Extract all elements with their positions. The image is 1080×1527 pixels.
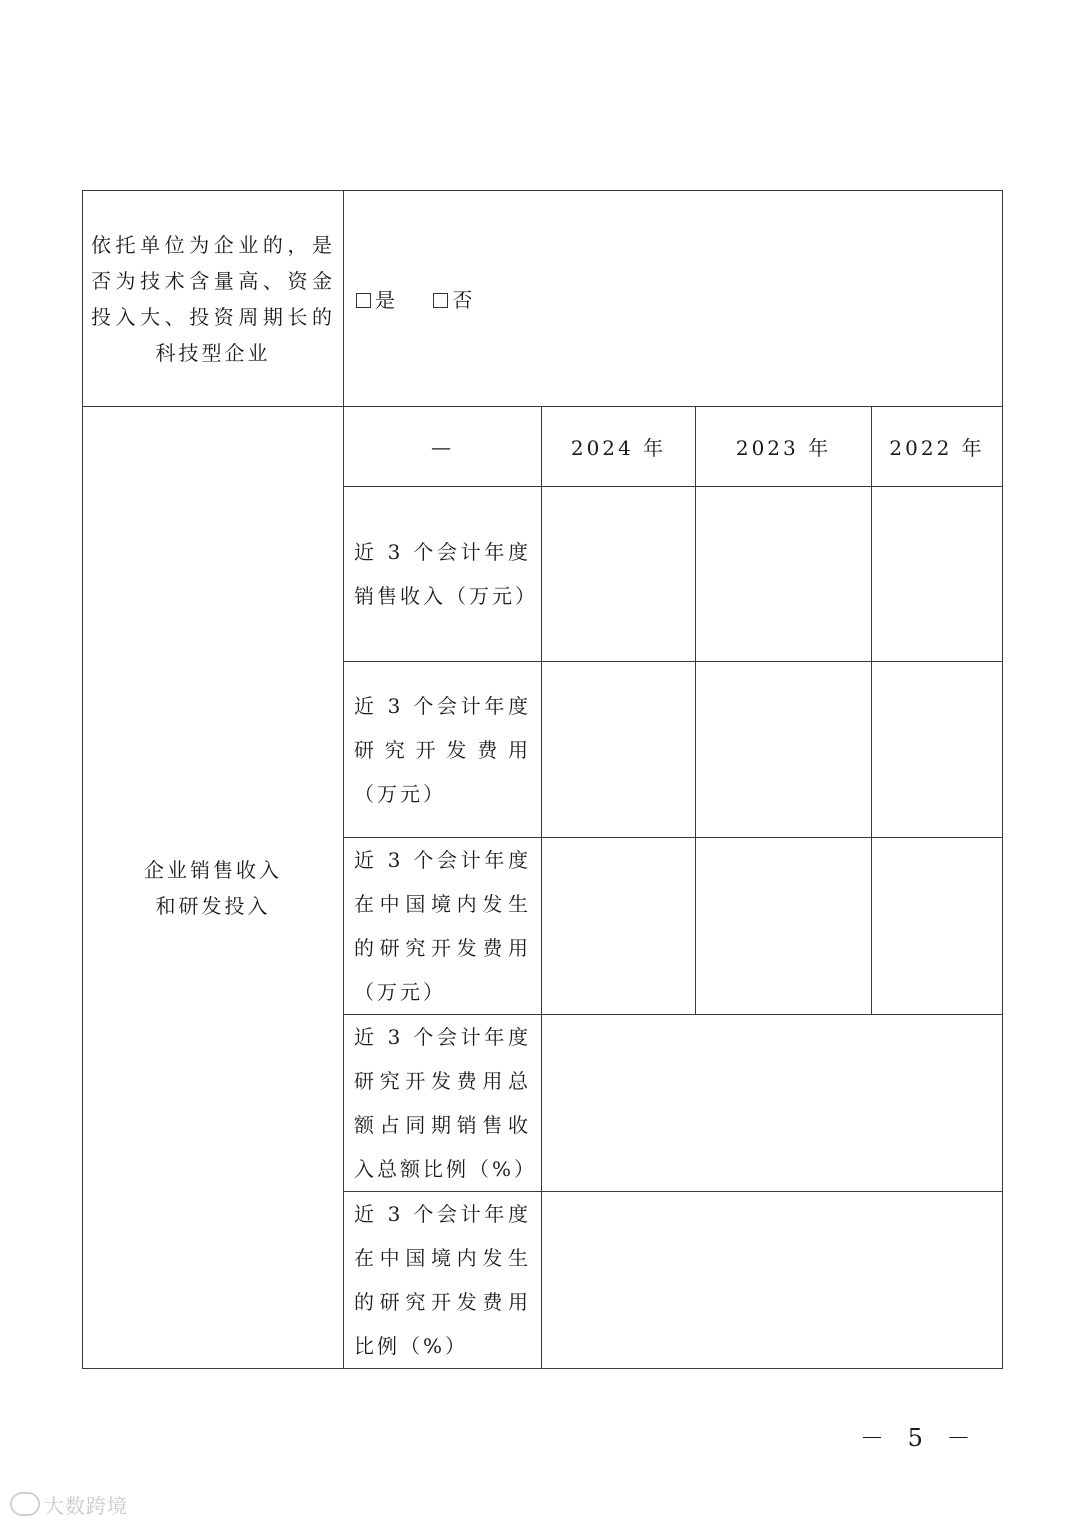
- row-label-rd-ratio: 近 3 个会计年度研究开发费用总额占同期销售收入总额比例（%）: [344, 1015, 542, 1192]
- input-cell-2023[interactable]: [696, 487, 872, 662]
- row-label-domestic-rd-ratio: 近 3 个会计年度在中国境内发生的研究开发费用比例（%）: [344, 1192, 542, 1369]
- watermark-logo-icon: [10, 1492, 40, 1516]
- application-form-table: [82, 190, 1003, 1369]
- header-year-2024: 2024 年: [542, 407, 696, 487]
- header-year-2022: 2022 年: [872, 407, 1003, 487]
- input-cell-domestic-rd-ratio[interactable]: [542, 1192, 1003, 1369]
- input-cell-2024[interactable]: [542, 487, 696, 662]
- tech-enterprise-row: [83, 191, 1003, 407]
- header-dash: —: [344, 407, 542, 487]
- input-cell-2024[interactable]: [542, 838, 696, 1015]
- option-yes[interactable]: 是: [356, 288, 398, 312]
- header-year-2023: 2023 年: [696, 407, 872, 487]
- input-cell-2024[interactable]: [542, 662, 696, 838]
- input-cell-2023[interactable]: [696, 838, 872, 1015]
- row-label-sales-revenue: 近 3 个会计年度销售收入（万元）: [344, 487, 542, 662]
- option-no[interactable]: 否: [433, 288, 475, 312]
- input-cell-2023[interactable]: [696, 662, 872, 838]
- sales-rd-section-label: 企业销售收入 和研发投入: [83, 407, 344, 1369]
- tech-enterprise-options: [344, 191, 1003, 407]
- checkbox-yes-icon[interactable]: [356, 293, 371, 308]
- row-label-rd-expense: 近 3 个会计年度研究开发费用（万元）: [344, 662, 542, 838]
- checkbox-no-icon[interactable]: [433, 293, 448, 308]
- input-cell-2022[interactable]: [872, 838, 1003, 1015]
- tech-enterprise-label: 依托单位为企业的，是否为技术含量高、资金投入大、投资周期长的科技型企业: [83, 191, 344, 407]
- page-number: － 5 －: [860, 1424, 979, 1452]
- year-header-row: [83, 407, 1003, 487]
- input-cell-2022[interactable]: [872, 662, 1003, 838]
- watermark: 大数跨境: [10, 1490, 128, 1519]
- row-label-domestic-rd-expense: 近 3 个会计年度在中国境内发生的研究开发费用（万元）: [344, 838, 542, 1015]
- input-cell-2022[interactable]: [872, 487, 1003, 662]
- input-cell-rd-ratio[interactable]: [542, 1015, 1003, 1192]
